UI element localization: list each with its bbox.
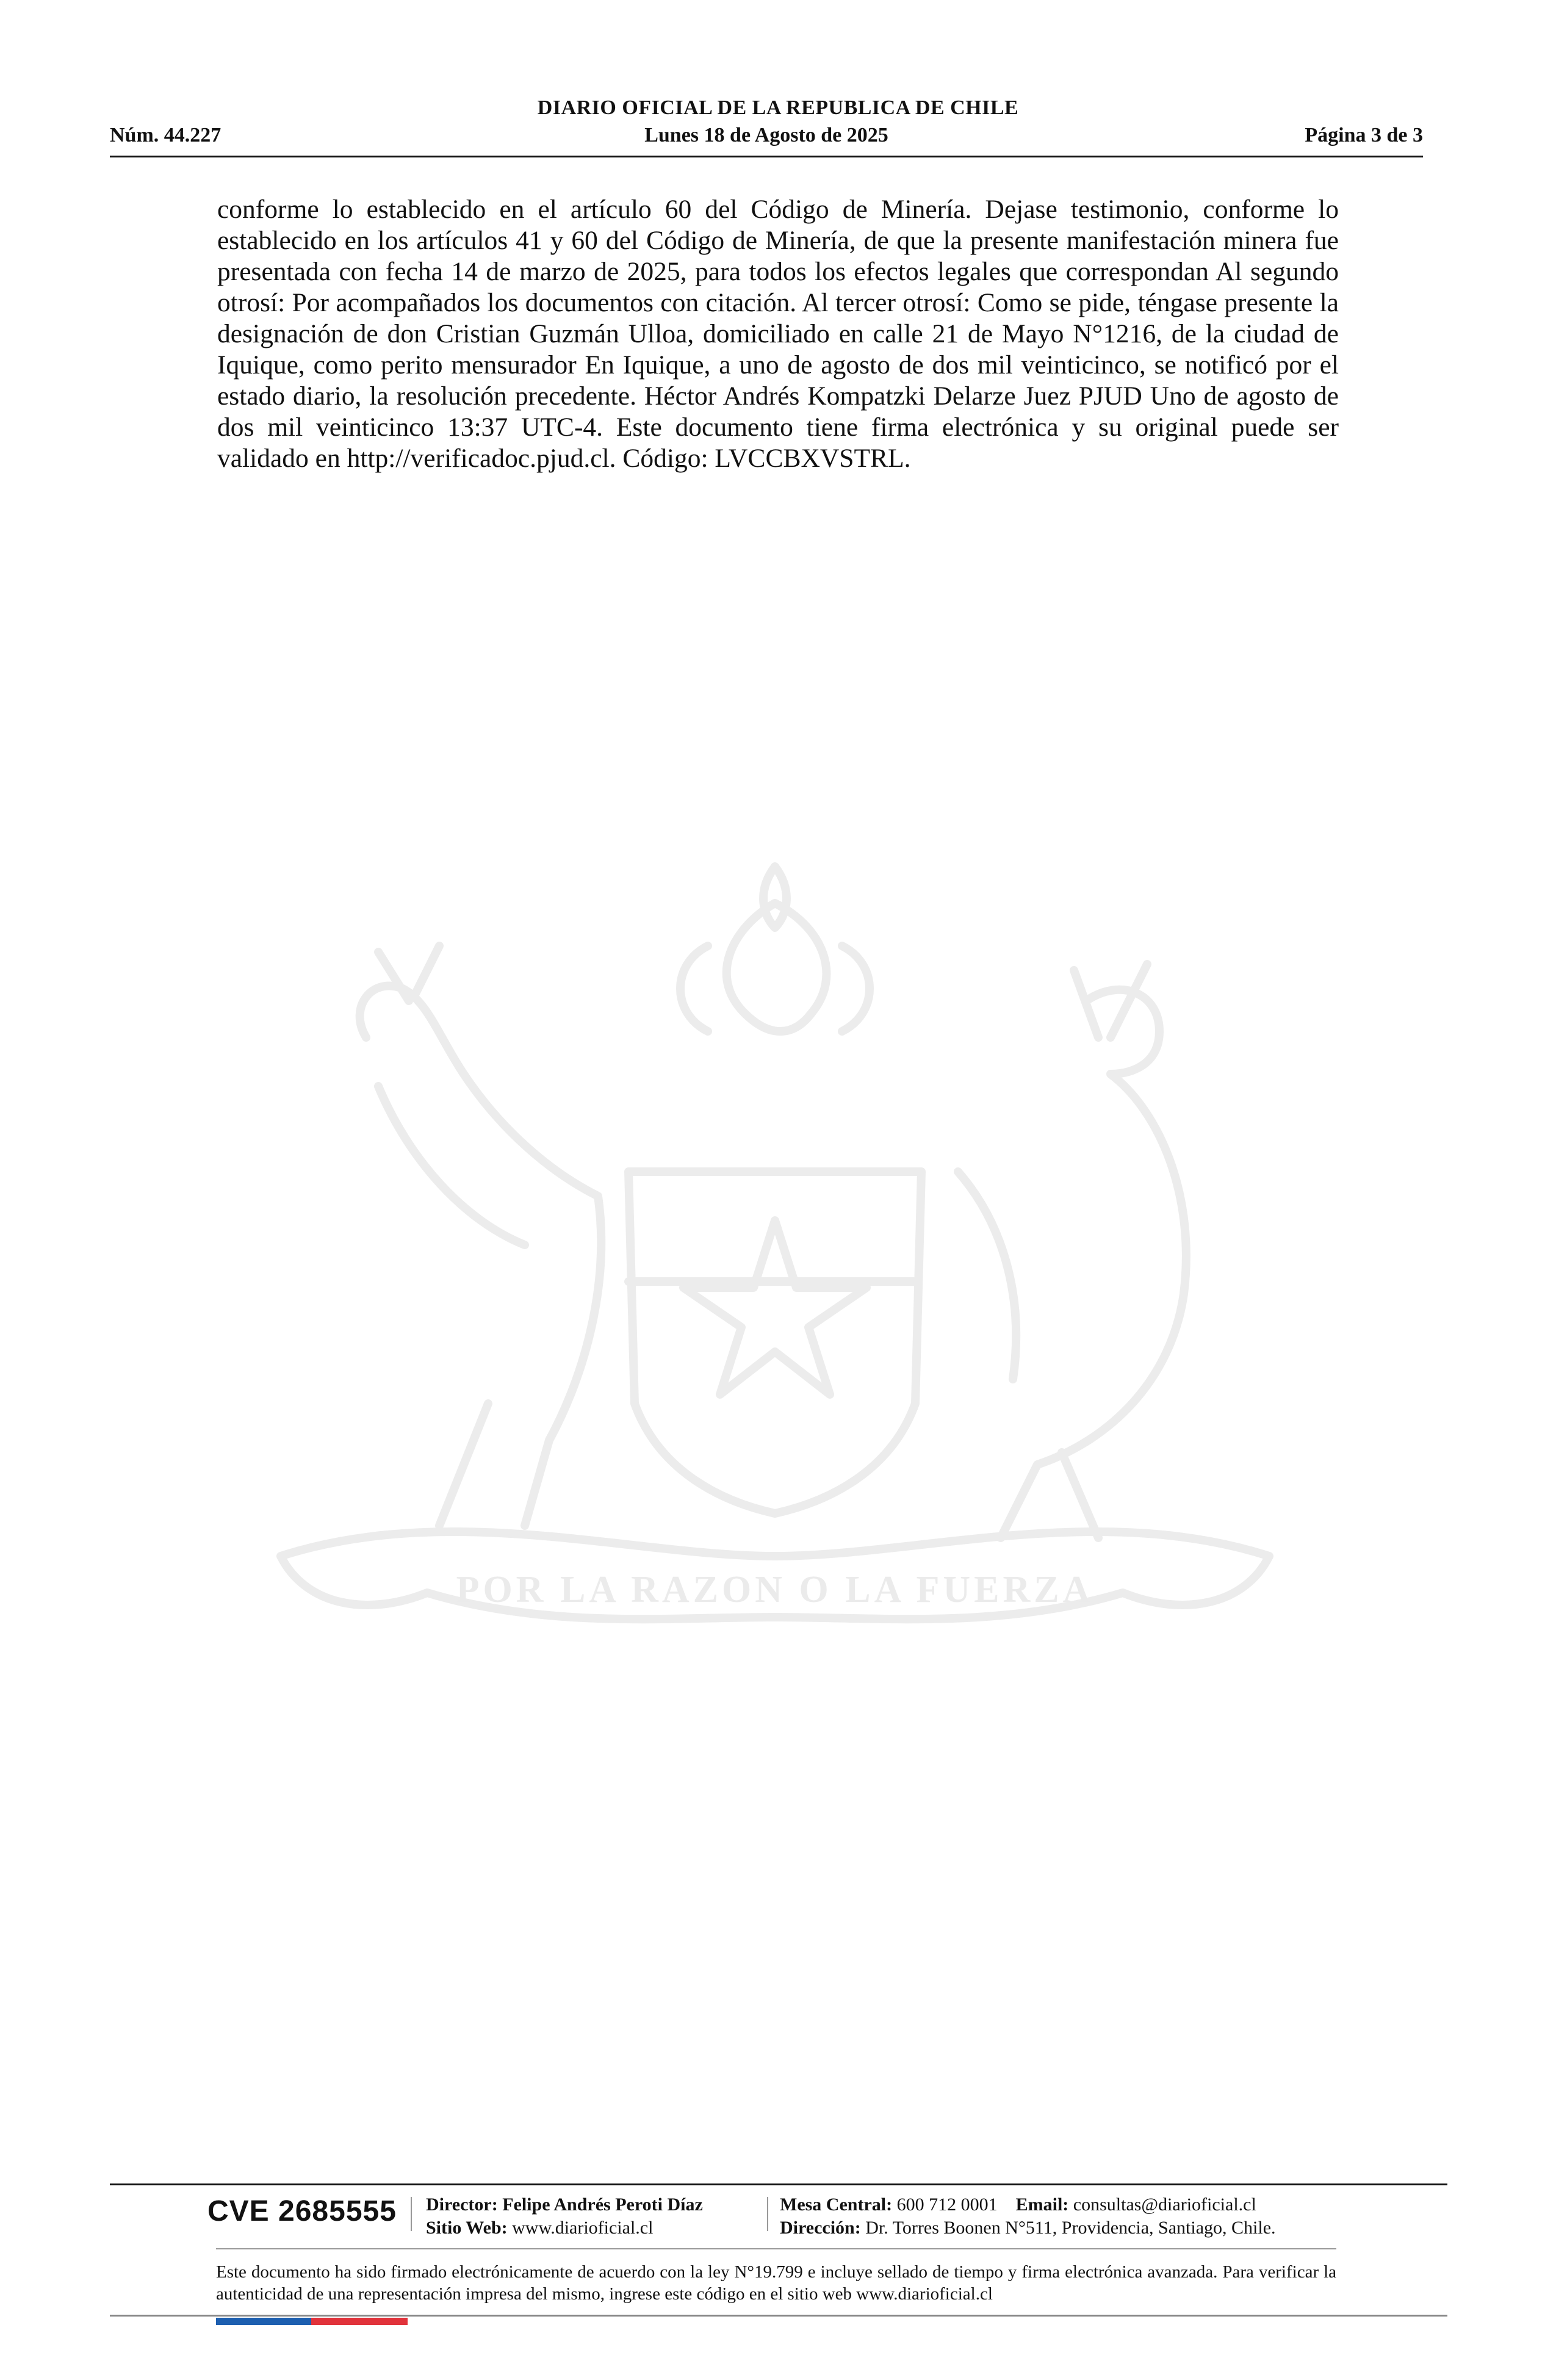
mesa-phone: 600 712 0001: [896, 2194, 998, 2215]
director-label: Director:: [426, 2194, 498, 2215]
email-label: Email:: [1015, 2194, 1069, 2215]
footer-separator: [411, 2197, 412, 2231]
director-name: Felipe Andrés Peroti Díaz: [502, 2194, 703, 2215]
mesa-label: Mesa Central:: [780, 2194, 893, 2215]
flag-stripe-blue: [216, 2318, 311, 2325]
page-indicator: Página 3 de 3: [1305, 124, 1423, 146]
footer-director-block: [426, 2193, 703, 2240]
address-value: Dr. Torres Boonen N°511, Providencia, Santiago, Chile.: [865, 2218, 1276, 2238]
footer-divider-top: [110, 2183, 1447, 2185]
document-body: conforme lo establecido en el artículo 60 del Código de Minería. Dejase testimonio, conforme lo establecido en los artículos 41 y 60 del Código de Minería, de que la presente manifestación minera fue presentada con fecha 14 de marzo de 2025, para todos los efectos legales que correspondan Al segundo otrosí: Por acompañados los documentos con citación. Al tercer otrosí: Como se pide, téngase presente la designación de don Cristian Guzmán Ulloa, domiciliado en calle 21 de Mayo N°1216, de la ciudad de Iquique, como perito mensurador En Iquique, a uno de agosto de dos mil veinticinco, se notificó por el estado diario, la resolución precedente. Héctor Andrés Kompatzki Delarze Juez PJUD Uno de agosto de dos mil veinticinco 13:37 UTC-4. Este documento tiene firma electrónica y su original puede ser validado en http://verificadoc.pjud.cl. Código: LVCCBXVSTRL.: [217, 195, 1339, 473]
web-link[interactable]: www.diarioficial.cl: [512, 2218, 654, 2238]
footer-contact-block: [780, 2193, 1276, 2240]
cve-code: CVE 2685555: [207, 2195, 397, 2227]
issue-number: Núm. 44.227: [110, 124, 222, 146]
footer-divider-mid: [216, 2248, 1336, 2249]
footer-divider-bottom: [110, 2315, 1447, 2317]
flag-stripe-red: [311, 2318, 408, 2325]
issue-date: Lunes 18 de Agosto de 2025: [644, 124, 888, 146]
address-label: Dirección:: [780, 2218, 861, 2238]
motto-text: POR LA RAZON O LA FUERZA: [456, 1569, 1094, 1610]
email-link[interactable]: consultas@diarioficial.cl: [1073, 2194, 1256, 2215]
newspaper-title: DIARIO OFICIAL DE LA REPUBLICA DE CHILE: [537, 96, 1019, 119]
legal-notice: Este documento ha sido firmado electrónicamente de acuerdo con la ley N°19.799 e incluye sellado de tiempo y firma electrónica avanzada. Para verificar la autenticidad de una representación impresa del mismo, ingrese este código en el sitio web www.diarioficial.cl: [216, 2262, 1336, 2304]
web-label: Sitio Web:: [426, 2218, 508, 2238]
header-divider: [110, 156, 1423, 157]
footer-separator: [767, 2197, 768, 2231]
coat-of-arms-watermark: [207, 854, 1342, 1672]
